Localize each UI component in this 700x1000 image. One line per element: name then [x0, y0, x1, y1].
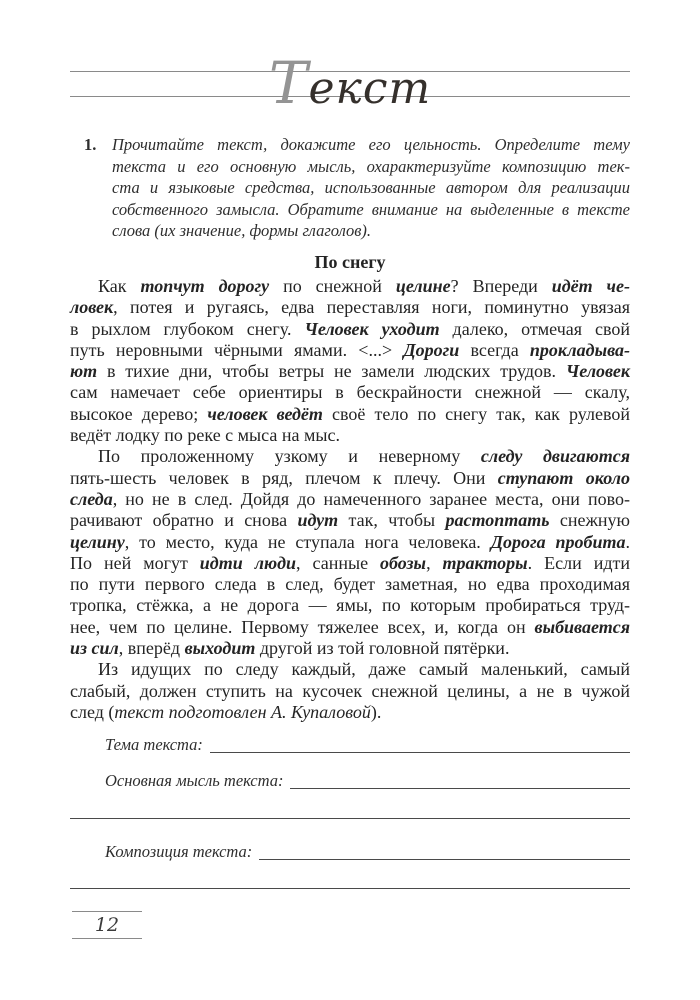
text-run: в рыхлом глубоком снегу. — [70, 318, 305, 339]
highlighted-word: идут — [297, 510, 339, 531]
text-line — [70, 574, 630, 595]
chapter-title — [0, 49, 700, 117]
text-run: . Если идти — [527, 552, 630, 573]
highlighted-word: Дороги — [403, 339, 460, 360]
text-run: в тихие дни, чтобы ветры не замели людских трудов. — [97, 361, 566, 382]
text-run: , санные — [296, 552, 381, 573]
highlighted-word: целину — [70, 531, 125, 552]
highlighted-word: Человек — [565, 361, 630, 382]
text-run: , то место, куда не ступала нога человека. — [124, 531, 491, 552]
text-run: . — [625, 531, 630, 552]
instruction-line: ста и языковые средства, использованные автором для реализации — [112, 178, 630, 197]
chapter-title-rest: екст — [308, 63, 432, 114]
highlighted-word: идти люди — [199, 552, 297, 573]
text-line — [70, 702, 630, 723]
composition-continuation-line — [70, 888, 630, 889]
text-run: ведёт лодку по реке с мыса на мыс. — [70, 425, 340, 446]
text-run: высокое дерево; — [70, 403, 208, 424]
highlighted-word: растоптать — [445, 510, 550, 531]
text-run: По ней могут — [70, 552, 200, 573]
text-line — [70, 532, 630, 553]
text-run: По проложенному узкому и неверному — [98, 446, 481, 467]
exercise-number: 1. — [84, 135, 97, 154]
text-line — [70, 468, 630, 489]
text-line — [70, 340, 630, 361]
highlighted-word: тракторы — [442, 552, 528, 573]
text-line — [70, 595, 630, 616]
exercise-instruction — [112, 134, 630, 242]
highlighted-word: прокладыва- — [529, 339, 630, 360]
highlighted-word: ловек — [70, 297, 114, 318]
text-line — [70, 446, 630, 467]
text-line — [70, 617, 630, 638]
highlighted-word: идёт че- — [551, 276, 630, 296]
highlighted-word: человек ведёт — [207, 403, 323, 424]
text-run: другой из той головной пятёрки. — [255, 638, 510, 659]
highlighted-word: целине — [395, 276, 451, 296]
text-line — [70, 681, 630, 702]
text-run: пять-шесть человек в ряд, плечом к плечу. Они — [70, 467, 498, 488]
chapter-title-initial: Т — [268, 49, 309, 117]
highlighted-word: Дорога пробита — [490, 531, 626, 552]
text-run: ). — [370, 701, 382, 722]
text-run: , — [426, 552, 443, 573]
text-run: тропка, стёжка, а не дорога — ямы, по которым пробираться труд- — [70, 595, 630, 616]
composition-write-line — [259, 859, 630, 860]
highlighted-word: обозы — [380, 552, 427, 573]
highlighted-word: ют — [70, 361, 98, 382]
text-line — [70, 361, 630, 382]
credit-text: текст подготовлен А. Купаловой — [114, 701, 371, 722]
text-line — [70, 638, 630, 659]
text-line — [70, 510, 630, 531]
header-rule-top — [70, 71, 630, 72]
text-run: всегда — [459, 339, 530, 360]
highlighted-word: топчут дорогу — [140, 276, 270, 296]
text-line — [70, 276, 630, 297]
text-line — [70, 382, 630, 403]
text-line — [70, 319, 630, 340]
text-run: по снежной — [269, 276, 396, 296]
instruction-line: слова (их значение, формы глаголов). — [112, 221, 372, 240]
text-line — [70, 553, 630, 574]
text-run: , потея и ругаясь, едва переставляя ноги, поминутно увязая — [113, 297, 630, 318]
highlighted-word: выходит — [184, 638, 256, 659]
text-run: Из идущих по следу каждый, даже самый маленький, самый — [98, 659, 630, 680]
highlighted-word: следу двигаются — [480, 446, 630, 467]
text-run: по пути первого следа в след, будет заметная, но едва проходимая — [70, 574, 630, 595]
theme-write-line — [210, 752, 630, 753]
text-run: путь неровными чёрными ямами. <...> — [70, 339, 404, 360]
highlighted-word: ступают около — [497, 467, 630, 488]
text-run: рачивают обратно и снова — [70, 510, 298, 531]
main-idea-field-row — [105, 769, 630, 791]
exercise-1 — [84, 134, 630, 242]
theme-field-row — [105, 733, 630, 755]
main-idea-label: Основная мысль текста: — [105, 771, 284, 790]
main-idea-write-line — [290, 788, 630, 789]
highlighted-word: из сил — [70, 638, 119, 659]
text-run: так, чтобы — [338, 510, 446, 531]
page-number-box — [72, 911, 142, 939]
text-line — [70, 404, 630, 425]
text-run: далеко, отмечая свой — [439, 318, 630, 339]
composition-label: Композиция текста: — [105, 842, 253, 861]
main-idea-continuation-line — [70, 818, 630, 819]
text-run: сам намечает себе ориентиры в бескрайности снежной — скалу, — [70, 382, 630, 403]
header-rule-bottom — [70, 96, 630, 97]
text-line — [70, 489, 630, 510]
text-body — [70, 276, 630, 723]
text-run: ? Впереди — [450, 276, 552, 296]
instruction-line: текста и его основную мысль, охарактеризуйте композицию тек- — [112, 156, 630, 176]
text-run: нее, чем по целине. Первому тяжелее всех, и, когда он — [70, 616, 535, 637]
instruction-line: Прочитайте текст, докажите его цельность. Определите тему — [112, 135, 630, 154]
text-run: слабый, должен ступить на кусочек снежной целины, а не в чужой — [70, 680, 630, 701]
text-run: след ( — [70, 701, 115, 722]
instruction-line: собственного замысла. Обратите внимание на выделенные в тексте — [112, 199, 630, 219]
page-number-rule-bottom — [72, 938, 142, 939]
text-run: , вперёд — [118, 638, 185, 659]
text-run: , но не в след. Дойдя до намеченного заранее места, они пово- — [112, 488, 630, 509]
text-line — [70, 297, 630, 318]
page-number: 12 — [94, 914, 120, 936]
highlighted-word: выбивается — [534, 616, 630, 637]
text-run: Как — [98, 276, 141, 296]
composition-field-row — [105, 840, 630, 862]
theme-label: Тема текста: — [105, 735, 203, 754]
text-line — [70, 425, 630, 446]
text-title: По снегу — [314, 252, 386, 272]
text-run: снежную — [549, 510, 630, 531]
text-line — [70, 659, 630, 680]
highlighted-word: следа — [70, 488, 113, 509]
text-run: своё тело по снегу так, как рулевой — [322, 403, 630, 424]
highlighted-word: Человек уходит — [304, 318, 440, 339]
